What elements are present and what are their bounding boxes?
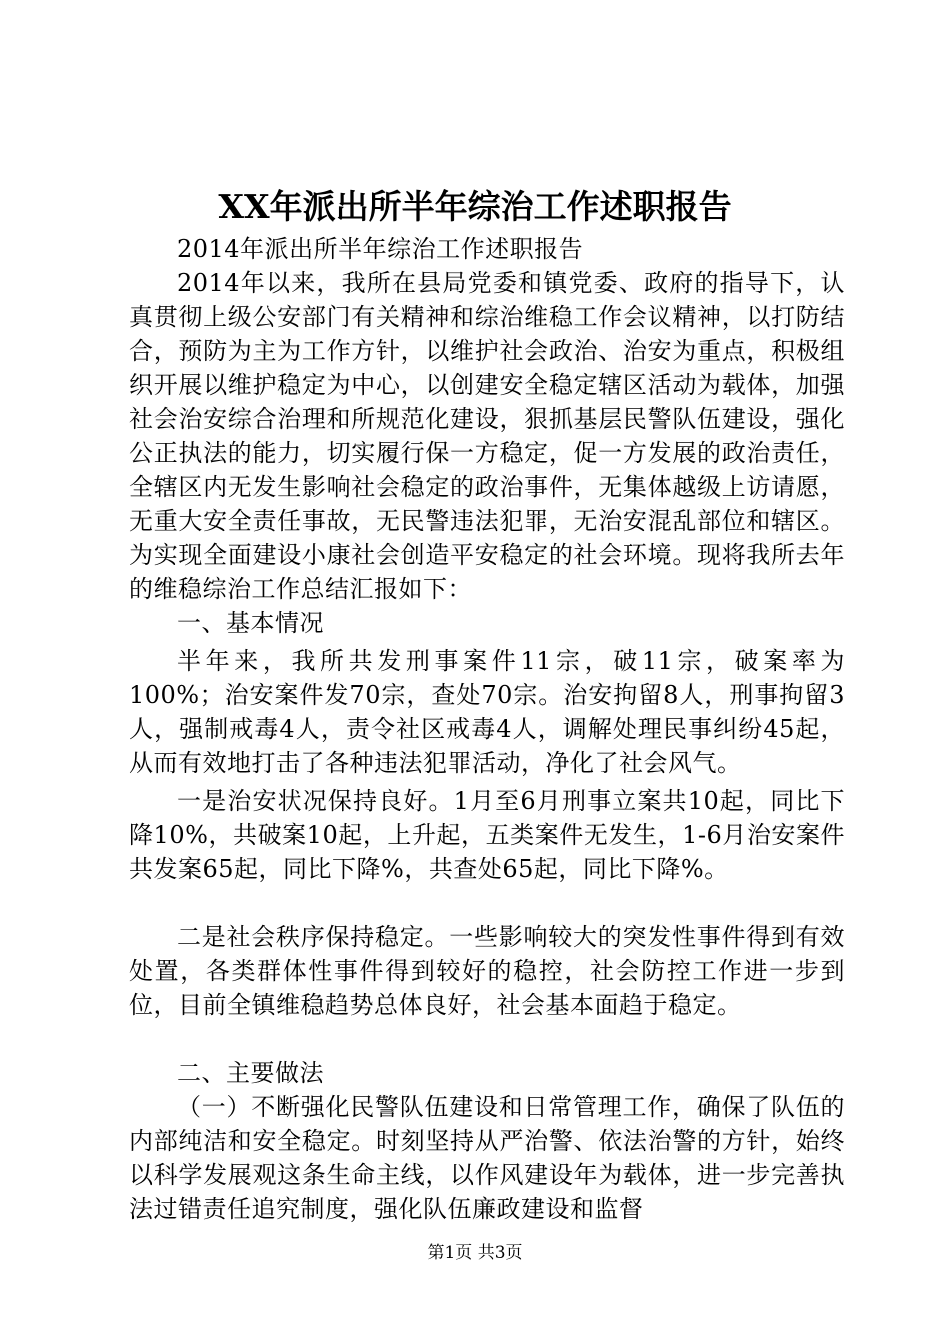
document-body bbox=[129, 232, 845, 1226]
social-order-paragraph: 二是社会秩序保持稳定。一些影响较大的突发性事件得到有效处置，各类群体性事件得到较好的稳控，社会防控工作进一步到位，目前全镇维稳趋势总体良好，社会基本面趋于稳定。 bbox=[129, 923, 845, 1019]
team-building-paragraph: （一）不断强化民警队伍建设和日常管理工作，确保了队伍的内部纯洁和安全稳定。时刻坚持从严治警、依法治警的方针，始终以科学发展观这条生命主线，以作风建设年为载体，进一步完善执法过错责任追究制度，强化队伍廉政建设和监督 bbox=[129, 1093, 845, 1223]
section-heading-main-practices: 二、主要做法 bbox=[177, 1059, 324, 1087]
section-heading-basic: 一、基本情况 bbox=[177, 609, 324, 637]
page-footer: 第1页 共3页 bbox=[427, 1243, 523, 1263]
public-security-paragraph: 一是治安状况保持良好。1月至6月刑事立案共10起，同比下降10%，共破案10起，上升起，五类案件无发生，1-6月治安案件共发案65起，同比下降%，共查处65起，同比下降%。 bbox=[129, 787, 845, 883]
subtitle-paragraph: 2014年派出所半年综治工作述职报告 bbox=[177, 235, 584, 263]
intro-paragraph: 2014年以来，我所在县局党委和镇党委、政府的指导下，认真贯彻上级公安部门有关精神和综治维稳工作会议精神，以打防结合，预防为主为工作方针，以维护社会政治、治安为重点，积极组织开展以维护稳定为中心，以创建安全稳定辖区活动为载体，加强社会治安综合治理和所规范化建设，狠抓基层民警队伍建设，强化公正执法的能力，切实履行保一方稳定，促一方发展的政治责任，全辖区内无发生影响社会稳定的政治事件，无集体越级上访请愿，无重大安全责任事故，无民警违法犯罪，无治安混乱部位和辖区。为实现全面建设小康社会创造平安稳定的社会环境。现将我所去年的维稳综治工作总结汇报如下： bbox=[129, 269, 845, 603]
document-title: XX年派出所半年综治工作述职报告 bbox=[218, 187, 732, 226]
basic-situation-paragraph: 半年来，我所共发刑事案件11宗，破11宗，破案率为100%；治安案件发70宗，查处70宗。治安拘留8人，刑事拘留3人，强制戒毒4人，责令社区戒毒4人，调解处理民事纠纷45起，从而有效地打击了各种违法犯罪活动，净化了社会风气。 bbox=[129, 647, 845, 777]
